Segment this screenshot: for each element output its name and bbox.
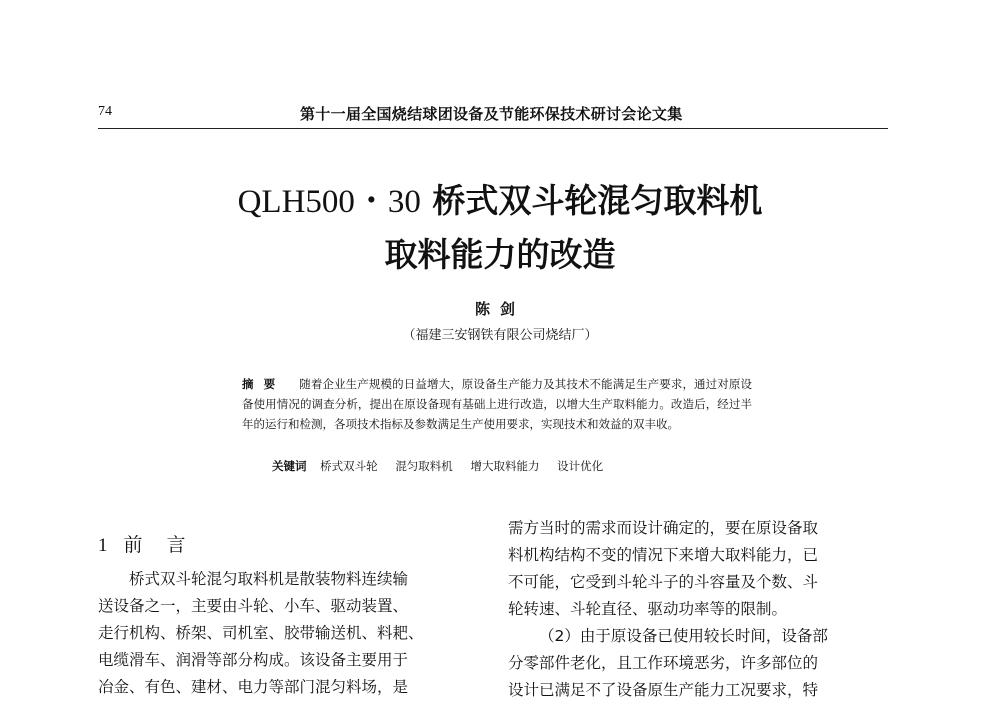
section-heading-introduction: [98, 530, 210, 557]
title-model-number: QLH500・30: [237, 184, 421, 220]
body-line: 分零部件老化，且工作环境恶劣，许多部位的: [508, 654, 819, 672]
body-column-left: [98, 566, 476, 701]
body-line: 需方当时的需求而设计确定的，要在原设备取: [508, 519, 819, 537]
running-header-title: 第十一届全国烧结球团设备及节能环保技术研讨会论文集: [300, 105, 683, 123]
body-line: 桥式双斗轮混匀取料机是散装物料连续输: [129, 570, 409, 588]
keyword: 增大取料能力: [470, 459, 540, 473]
body-line: （2）由于原设备已使用较长时间，设备部: [539, 627, 828, 645]
article-title-line1: [0, 175, 1000, 222]
body-line: 送设备之一，主要由斗轮、小车、驱动装置、: [98, 597, 409, 615]
abstract: [242, 374, 752, 434]
body-line: 冶金、有色、建材、电力等部门混匀料场，是: [98, 678, 409, 696]
keyword: 设计优化: [557, 459, 604, 473]
keyword: 混匀取料机: [395, 459, 453, 473]
author-name: 陈剑: [474, 300, 525, 318]
header-rule: [98, 128, 888, 129]
body-column-right: [508, 515, 888, 704]
body-line: 设计已满足不了设备原生产能力工况要求，特: [508, 681, 819, 699]
body-line: 走行机构、桥架、司机室、胶带输送机、料耙、: [98, 624, 424, 642]
page-number: 74: [98, 104, 112, 119]
body-line: 电缆滑车、润滑等部分构成。该设备主要用于: [98, 651, 409, 669]
keywords-label: 关键词: [272, 459, 307, 473]
body-line: 不可能，它受到斗轮斗子的斗容量及个数、斗: [508, 573, 819, 591]
section-title: 前言: [123, 534, 210, 556]
body-line: 料机构结构不变的情况下来增大取料能力，已: [508, 546, 819, 564]
author-affiliation: （福建三安钢铁有限公司烧结厂）: [402, 328, 598, 343]
section-number: 1: [98, 535, 108, 556]
article-title-line2: 取料能力的改造: [384, 235, 616, 274]
body-line: 轮转速、斗轮直径、驱动功率等的限制。: [508, 600, 788, 618]
keyword: 桥式双斗轮: [320, 459, 378, 473]
abstract-label: 摘要: [242, 377, 286, 391]
title-equipment-name: 桥式双斗轮混匀取料机: [432, 181, 763, 220]
keywords: [272, 458, 617, 474]
abstract-text: 随着企业生产规模的日益增大，原设备生产能力及其技术不能满足生产要求，通过对原设备使用情况的调查分析，提出在原设备现有基础上进行改造，以增大生产取料能力。改造后，经过半年的运行和检测，各项技术指标及参数满足生产使用要求，实现技术和效益的双丰收。: [242, 377, 753, 431]
